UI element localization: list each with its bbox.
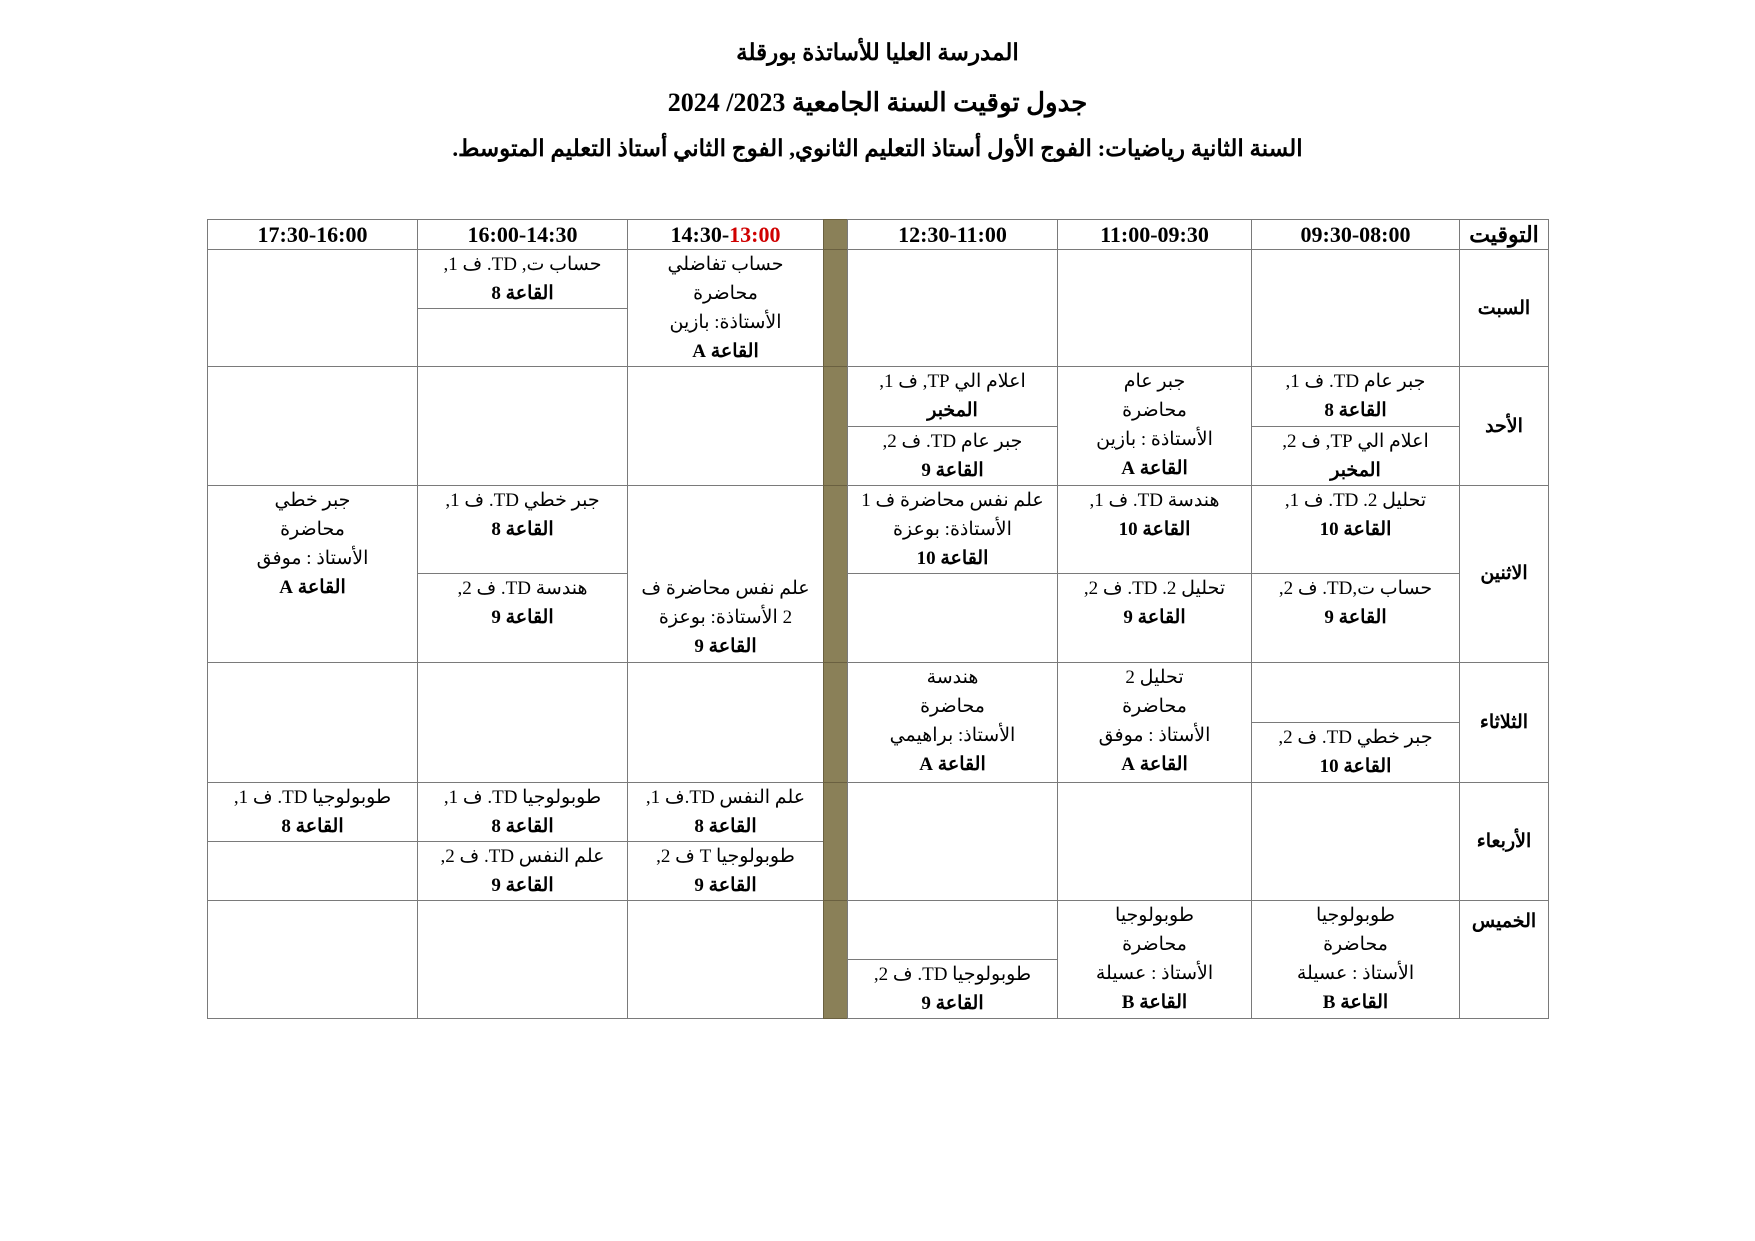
session-room: المخبر (1330, 459, 1381, 481)
session-course: علم النفس TD.ف 1, (645, 786, 806, 808)
session-detail: محاضرة (280, 519, 345, 541)
cell-sat-slot5 (418, 250, 628, 367)
cell-mon-slot4 (628, 486, 824, 662)
day-thursday: الخميس (1460, 900, 1549, 1018)
session-course: تحليل 2 (1125, 666, 1184, 688)
cell-sat-slot6 (208, 250, 418, 367)
cell-mon-slot6 (208, 486, 418, 662)
cell-sun-slot1 (1252, 367, 1460, 486)
session-wed-slot5-g2 (418, 841, 627, 900)
row-saturday (208, 250, 1549, 367)
lunch-separator (824, 250, 848, 367)
cell-wed-slot3 (848, 782, 1058, 900)
row-wednesday (208, 782, 1549, 900)
session-course: طوبولوجيا TD. ف 1, (443, 786, 602, 808)
session-detail: الأستاذة : بازين (1096, 429, 1213, 451)
session-course: حساب ت,TD. ف 2, (1278, 578, 1433, 600)
session-course: جبر خطي TD. ف 2, (1278, 726, 1433, 748)
session-room: القاعة B (1121, 991, 1188, 1013)
session-detail: محاضرة (1122, 400, 1187, 422)
session-sun-slot3-g1 (848, 367, 1057, 426)
col-header-slot5: 16:00-14:30 (418, 220, 628, 250)
session-room: القاعة A (1121, 753, 1188, 775)
session-detail: محاضرة (1122, 933, 1187, 955)
session-course: طوبولوجيا (1115, 904, 1194, 926)
session-detail: محاضرة (1122, 695, 1187, 717)
cell-mon-slot2 (1058, 486, 1252, 662)
session-room: القاعة 8 (1324, 400, 1387, 422)
session-thu-slot3-g1 (848, 901, 1057, 959)
cell-sun-slot3 (848, 367, 1058, 486)
session-mon-slot2-g2 (1058, 573, 1251, 661)
row-thursday (208, 900, 1549, 1018)
session-mon-slot4-g1 (628, 486, 823, 574)
cell-sat-slot3 (848, 250, 1058, 367)
session-course: طوبولوجيا TD. ف 2, (873, 963, 1032, 985)
col-header-slot3: 12:30-11:00 (848, 220, 1058, 250)
cell-tue-slot1 (1252, 662, 1460, 782)
session-course: جبر عام (1123, 371, 1186, 393)
cell-sat-slot4 (628, 250, 824, 367)
cell-thu-slot3 (848, 900, 1058, 1018)
session-detail: محاضرة (1323, 933, 1388, 955)
cell-sat-slot2 (1058, 250, 1252, 367)
session-sun-slot1-g1 (1252, 367, 1459, 426)
cell-thu-slot5 (418, 900, 628, 1018)
session-wed-slot4-g2 (628, 841, 823, 900)
cell-tue-slot3 (848, 662, 1058, 782)
session-mon-slot1-g1 (1252, 486, 1459, 573)
session-course: جبر خطي (274, 490, 351, 512)
session-course: هندسة (926, 666, 979, 688)
session-room: القاعة 8 (694, 815, 757, 837)
session-mon-slot1-g2 (1252, 573, 1459, 661)
cell-tue-slot2 (1058, 662, 1252, 782)
session-course: علم النفس TD. ف 2, (440, 845, 605, 867)
session-course: اعلام الي TP, ف 2, (1282, 430, 1429, 452)
session-room: القاعة 9 (1123, 607, 1186, 629)
cell-sun-slot2 (1058, 367, 1252, 486)
session-mon-slot4-g2 (628, 574, 823, 662)
session-course: تحليل 2. TD. ف 2, (1083, 578, 1226, 600)
session-room: القاعة 8 (491, 519, 554, 541)
lunch-separator (824, 782, 848, 900)
session-course: علم نفس محاضرة ف 1 (861, 490, 1044, 512)
session-tue-slot1-g2 (1252, 722, 1459, 782)
session-room: القاعة 10 (1319, 755, 1392, 777)
session-room: القاعة 9 (921, 992, 984, 1014)
cell-wed-slot2 (1058, 782, 1252, 900)
day-wednesday: الأربعاء (1460, 782, 1549, 900)
session-course: جبر عام TD. ف 1, (1285, 371, 1426, 393)
col-header-slot2: 11:00-09:30 (1058, 220, 1252, 250)
cell-mon-slot3 (848, 486, 1058, 662)
session-detail: 2 الأستاذة: بوعزة (658, 606, 793, 628)
cell-wed-slot5 (418, 782, 628, 900)
session-room: القاعة A (692, 341, 759, 363)
session-course: اعلام الي TP, ف 1, (879, 371, 1026, 393)
session-room: القاعة 10 (1118, 519, 1191, 541)
session-course: طوبولوجيا (1316, 904, 1395, 926)
session-course: تحليل 2. TD. ف 1, (1284, 490, 1427, 512)
session-detail: محاضرة (693, 283, 758, 305)
session-room: القاعة A (279, 577, 346, 599)
session-sat-slot5-g2 (418, 308, 627, 366)
page-title: جدول توقيت السنة الجامعية 2023/ 2024 (667, 88, 1088, 117)
session-room: القاعة B (1322, 991, 1389, 1013)
session-detail: الأستاذ: براهيمي (889, 724, 1016, 746)
session-detail: محاضرة (920, 695, 985, 717)
session-detail: الأستاذ : عسيلة (1095, 962, 1214, 984)
header-row (208, 220, 1549, 250)
cell-wed-slot6 (208, 782, 418, 900)
cell-sat-slot1 (1252, 250, 1460, 367)
session-room: القاعة 10 (1319, 519, 1392, 541)
cell-thu-slot1 (1252, 900, 1460, 1018)
school-name: المدرسة العليا للأساتذة بورقلة (736, 40, 1019, 65)
session-room: القاعة 8 (491, 283, 554, 305)
session-course: طوبولوجيا TD. ف 1, (233, 786, 392, 808)
cell-sun-slot6 (208, 367, 418, 486)
session-course: هندسة TD. ف 1, (1089, 490, 1220, 512)
session-room: القاعة 9 (491, 874, 554, 896)
session-mon-slot3-g2 (848, 573, 1057, 661)
lunch-separator (824, 486, 848, 662)
session-detail: الأستاذة: بازين (669, 312, 782, 334)
session-course: جبر عام TD. ف 2, (882, 430, 1023, 452)
session-wed-slot6-g2 (208, 841, 417, 900)
session-detail: الأستاذ : عسيلة (1296, 962, 1415, 984)
session-sat-slot5-g1 (418, 250, 627, 308)
session-room: القاعة A (919, 753, 986, 775)
session-detail: الأستاذة: بوعزة (893, 519, 1012, 541)
col-header-slot4: 14:30-13:00 (628, 220, 824, 250)
lunch-separator (824, 367, 848, 486)
col-header-time: التوقيت (1460, 220, 1549, 250)
session-wed-slot5-g1 (418, 783, 627, 841)
session-room: القاعة 8 (491, 815, 554, 837)
cell-mon-slot1 (1252, 486, 1460, 662)
lunch-separator (824, 900, 848, 1018)
page-subtitle: السنة الثانية رياضيات: الفوج الأول أستاذ التعليم الثانوي, الفوج الثاني أستاذ التعليم المتوسط. (452, 136, 1303, 161)
cell-tue-slot5 (418, 662, 628, 782)
session-course: جبر خطي TD. ف 1, (445, 490, 600, 512)
cell-wed-slot4 (628, 782, 824, 900)
day-saturday: السبت (1460, 250, 1549, 367)
session-thu-slot3-g2 (848, 959, 1057, 1018)
session-tue-slot1-g1 (1252, 663, 1459, 722)
session-course: حساب ت, TD. ف 1, (443, 254, 602, 276)
session-room: القاعة 10 (916, 548, 989, 570)
col-header-slot6: 17:30-16:00 (208, 220, 418, 250)
row-monday (208, 486, 1549, 662)
session-detail: الأستاذ : موفق (1098, 724, 1211, 746)
day-tuesday: الثلاثاء (1460, 662, 1549, 782)
row-tuesday (208, 662, 1549, 782)
session-mon-slot3-g1 (848, 486, 1057, 573)
cell-thu-slot2 (1058, 900, 1252, 1018)
session-course: حساب تفاضلي (667, 254, 784, 276)
session-wed-slot6-g1 (208, 783, 417, 841)
cell-wed-slot1 (1252, 782, 1460, 900)
session-mon-slot2-g1 (1058, 486, 1251, 573)
session-room: القاعة 9 (694, 635, 757, 657)
session-room: القاعة A (1121, 458, 1188, 480)
session-room: المخبر (927, 400, 978, 422)
session-sun-slot3-g2 (848, 426, 1057, 486)
session-mon-slot5-g1 (418, 486, 627, 573)
session-sun-slot1-g2 (1252, 426, 1459, 486)
session-course: علم نفس محاضرة ف (641, 577, 810, 599)
cell-thu-slot4 (628, 900, 824, 1018)
session-detail: الأستاذ : موفق (256, 548, 369, 570)
cell-mon-slot5 (418, 486, 628, 662)
day-monday: الاثنين (1460, 486, 1549, 662)
session-room: القاعة 8 (281, 815, 344, 837)
cell-sun-slot5 (418, 367, 628, 486)
cell-sun-slot4 (628, 367, 824, 486)
session-course: طوبولوجيا T ف 2, (656, 845, 795, 867)
row-sunday (208, 367, 1549, 486)
session-room: القاعة 9 (694, 874, 757, 896)
day-sunday: الأحد (1460, 367, 1549, 486)
lunch-separator (824, 662, 848, 782)
cell-thu-slot6 (208, 900, 418, 1018)
session-course: هندسة TD. ف 2, (457, 578, 588, 600)
cell-tue-slot6 (208, 662, 418, 782)
cell-tue-slot4 (628, 662, 824, 782)
session-mon-slot5-g2 (418, 573, 627, 661)
session-room: القاعة 9 (1324, 607, 1387, 629)
lunch-separator (824, 220, 848, 250)
col-header-slot1: 09:30-08:00 (1252, 220, 1460, 250)
session-wed-slot4-g1 (628, 783, 823, 841)
timetable (207, 219, 1549, 1019)
session-room: القاعة 9 (921, 459, 984, 481)
session-room: القاعة 9 (491, 607, 554, 629)
